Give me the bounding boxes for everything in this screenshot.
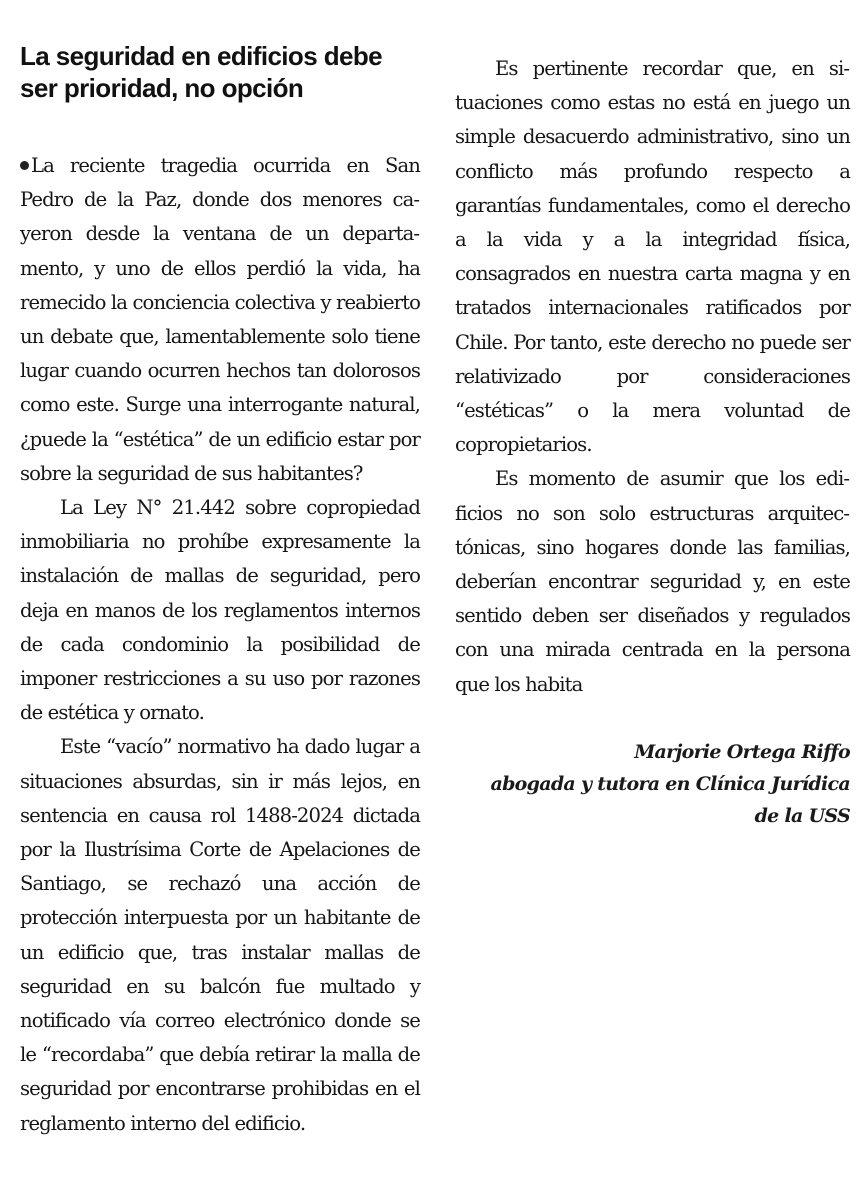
title-line-2: ser prioridad, no opción — [20, 73, 304, 103]
author-role-line-1: abogada y tutora en Clínica Jurídica — [490, 772, 850, 795]
article-title — [20, 40, 420, 104]
right-column — [455, 52, 850, 832]
paragraph-2: La Ley N° 21.442 sobre copropiedad inmobiliaria no prohíbe expresamente la instalación de mallas de seguridad, pero deja en manos de los reglamentos internos de cada condominio la posibilidad de imponer restricciones a su uso por razones de estética y ornato. — [20, 496, 420, 725]
author-name: Marjorie Ortega Riffo — [634, 740, 850, 763]
paragraph-1-text: La reciente tragedia ocurrida en San Pedro de la Paz, donde dos menores cayeron desde la ventana de un departamento, y uno de ellos perdió la vida, ha remecido la conciencia colectiva y reabierto un debate que, lamentablemente solo tiene lugar cuando ocurren hechos tan dolorosos como este. Surge una interrogante natural, ¿puede la “estética” de un edificio estar por sobre la seguridad de sus habitantes? — [20, 154, 420, 485]
paragraph-5: Es momento de asumir que los edificios no son solo estructuras arquitectónicas, sino hogares donde las familias, deberían encontrar seguridad y, en este sentido deben ser diseñados y regulados con una mirada centrada en la persona que los habita — [455, 467, 850, 696]
bullet-icon — [20, 161, 29, 170]
author-signature — [455, 736, 850, 832]
paragraph-4: Es pertinente recordar que, en situaciones como estas no está en juego un simple desacuerdo administrativo, sino un conflicto más profundo respecto a garantías fundamentales, como el derecho a la vida y a la integridad física, consagrados en nuestra carta magna y en tratados internacionales ratificados por Chile. Por tanto, este derecho no puede ser relativizado por consideraciones “estéticas” o la mera voluntad de copropietarios. — [455, 57, 850, 457]
left-column — [20, 40, 420, 1141]
title-line-1: La seguridad en edificios debe — [20, 41, 382, 71]
paragraph-1 — [20, 149, 420, 491]
author-role-line-2: de la USS — [754, 804, 850, 827]
paragraph-3: Este “vacío” normativo ha dado lugar a situaciones absurdas, sin ir más lejos, en sentencia en causa rol 1488-2024 dictada por la Ilustrísima Corte de Apelaciones de Santiago, se rechazó una acción de protección interpuesta por un habitante de un edificio que, tras instalar mallas de seguridad en su balcón fue multado y notificado vía correo electrónico donde se le “recordaba” que debía retirar la malla de seguridad por encontrarse prohibidas en el reglamento interno del edificio. — [20, 735, 420, 1135]
